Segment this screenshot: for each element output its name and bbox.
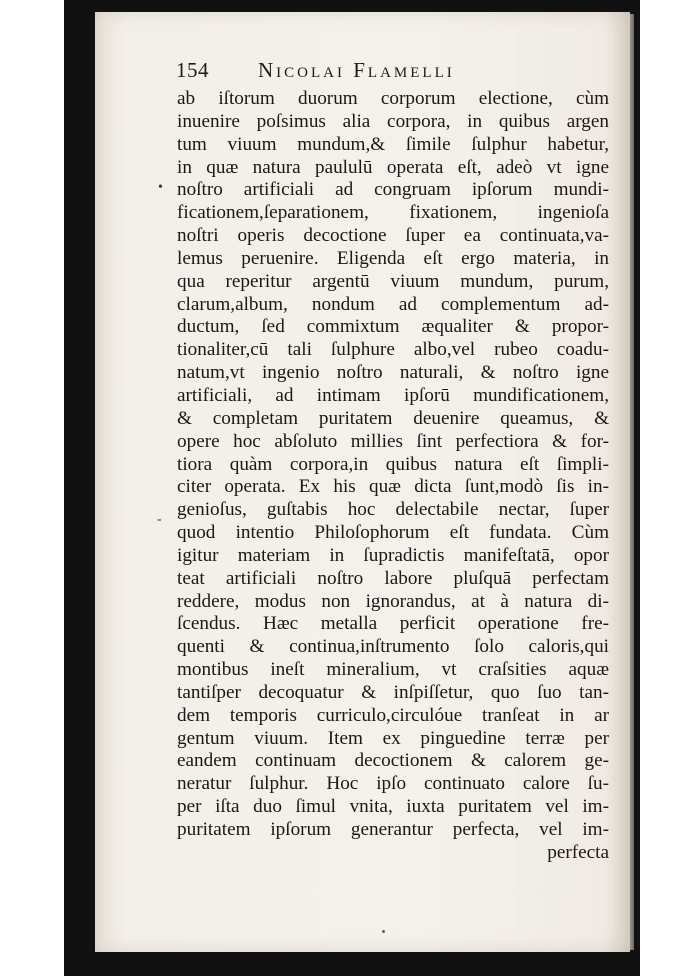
text-line: tum viuum mundum,& ſimile ſulphur habetur, xyxy=(177,133,609,155)
text-line: per iſta duo ſimul vnita, iuxta puritatem vel im- xyxy=(177,796,609,818)
text-line: in quæ natura paululū operata eſt, adeò vt igne xyxy=(177,156,609,178)
text-line: citer operata. Ex his quæ dicta ſunt,modò ſis in- xyxy=(177,476,609,498)
text-line: quenti & continua,inſtrumento ſolo caloris,qui xyxy=(177,636,609,658)
text-line: teat artificiali noſtro labore pluſquā perfectam xyxy=(177,567,609,589)
text-line: tionaliter,cū tali ſulphure albo,vel rubeo coadu- xyxy=(177,339,609,361)
text-line: artificiali, ad intimam ipſorū mundificationem, xyxy=(177,384,609,406)
margin-mark: - xyxy=(157,512,162,527)
text-line: ſcendus. Hæc metalla perficit operatione fre- xyxy=(177,613,609,635)
running-head: Nicolai Flamelli xyxy=(258,58,455,82)
text-line: opere hoc abſoluto millies ſint perfectiora & for- xyxy=(177,430,609,452)
text-line: reddere, modus non ignorandus, at à natura di- xyxy=(177,590,609,612)
text-line: montibus ineſt mineralium, vt craſsities aquæ xyxy=(177,659,609,681)
text-line: gentum viuum. Item ex pinguedine terræ per xyxy=(177,727,609,749)
text-line: clarum,album, nondum ad complementum ad- xyxy=(177,293,609,315)
text-line: & completam puritatem deuenire queamus, & xyxy=(177,407,609,429)
body-text xyxy=(177,88,609,865)
text-line: quod intentio Philoſophorum eſt fundata. Cùm xyxy=(177,522,609,544)
text-line: neratur ſulphur. Hoc ipſo continuato calore ſu- xyxy=(177,773,609,795)
text-line: natum,vt ingenio noſtro naturali, & noſtro igne xyxy=(177,362,609,384)
text-line: tiora quàm corpora,in quibus natura eſt ſimpli- xyxy=(177,453,609,475)
page-number: 154 xyxy=(176,58,209,82)
page-header xyxy=(176,58,516,86)
text-line: ductum, ſed commixtum æqualiter & propor- xyxy=(177,316,609,338)
text-line: noſtro artificiali ad congruam ipſorum mundi- xyxy=(177,179,609,201)
text-line: inuenire poſsimus alia corpora, in quibus argen xyxy=(177,110,609,132)
text-line: eandem continuam decoctionem & calorem ge- xyxy=(177,750,609,772)
text-line: puritatem ipſorum generantur perfecta, vel im- xyxy=(177,819,609,840)
text-line: ficationem,ſeparationem, fixationem, ingenioſa xyxy=(177,202,609,224)
text-line: lemus peruenire. Eligenda eſt ergo materia, in xyxy=(177,247,609,269)
margin-mark: • xyxy=(158,180,163,195)
page-speck xyxy=(382,930,385,933)
text-line: noſtri operis decoctione ſuper ea continuata,va- xyxy=(177,225,609,247)
text-line: tantiſper decoquatur & inſpiſſetur, quo ſuo tan- xyxy=(177,681,609,703)
text-line: dem temporis curriculo,circulóue tranſeat in ar xyxy=(177,704,609,726)
text-line: genioſus, guſtabis hoc delectabile nectar, ſuper xyxy=(177,499,609,521)
text-line: qua reperitur argentū viuum mundum, purum, xyxy=(177,270,609,292)
text-line: ab iſtorum duorum corporum electione, cùm xyxy=(177,88,609,109)
catchword: perfecta xyxy=(547,841,609,863)
text-line: igitur materiam in ſupradictis manifeſtatā, opor xyxy=(177,544,609,566)
